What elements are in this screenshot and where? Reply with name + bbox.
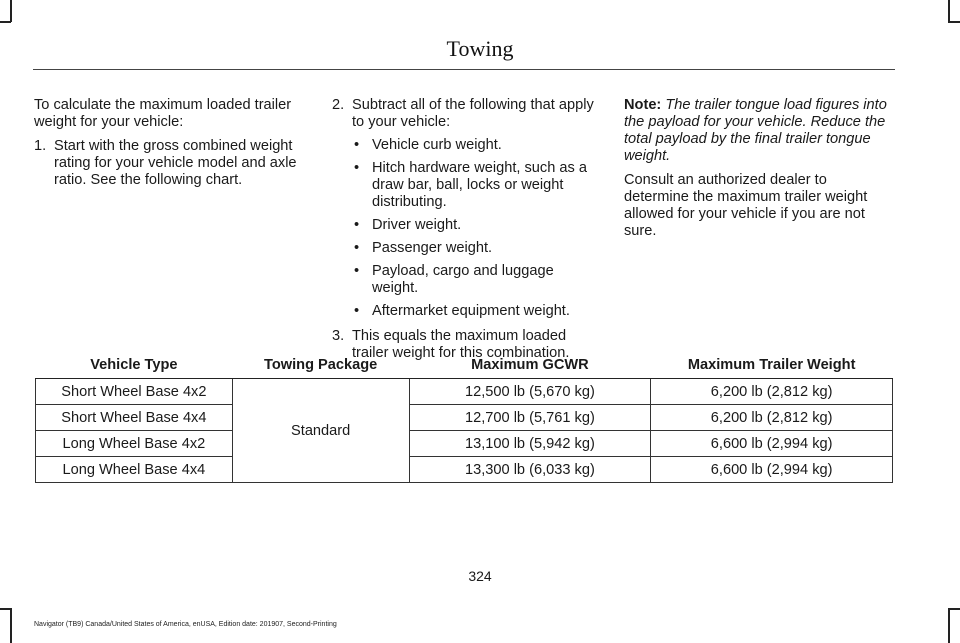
cell-trailer: 6,200 lb (2,812 kg) (651, 405, 893, 431)
step-1-text: Start with the gross combined weight rating for your vehicle model and axle ratio. See the following chart. (54, 138, 297, 188)
cell-gcwr: 12,500 lb (5,670 kg) (409, 379, 651, 405)
step-2 (332, 97, 604, 320)
header-max-gcwr: Maximum GCWR (409, 352, 651, 379)
page-number: 324 (468, 568, 492, 584)
towing-spec-table (35, 352, 893, 483)
list-item: • Aftermarket equipment weight. (354, 303, 570, 319)
cell-trailer: 6,200 lb (2,812 kg) (651, 379, 893, 405)
list-item: • Passenger weight. (354, 240, 493, 256)
step-2-text: Subtract all of the following that apply to your vehicle: (352, 97, 594, 130)
cell-vehicle: Long Wheel Base 4x4 (36, 457, 233, 483)
column-1 (34, 97, 309, 196)
column-3 (624, 97, 890, 247)
bullet-icon: • (354, 263, 360, 279)
note-text: The trailer tongue load figures into the payload for your vehicle. Reduce the total payload by the final trailer tongue weight. (624, 97, 887, 164)
table-row (36, 431, 893, 457)
crop-mark-top-right-v (948, 0, 950, 22)
crop-mark-bottom-left-v (10, 608, 12, 643)
page-title: Towing (446, 36, 514, 61)
bullet-icon: • (354, 137, 360, 153)
note-label: Note: (624, 97, 662, 113)
bullet-icon: • (354, 240, 360, 256)
crop-mark-top-right-h (948, 21, 960, 23)
step-2-number: 2. (332, 97, 345, 113)
crop-mark-bottom-right-h (948, 608, 960, 610)
cell-gcwr: 13,100 lb (5,942 kg) (409, 431, 651, 457)
bullet-icon: • (354, 217, 360, 233)
step-3-number: 3. (332, 328, 345, 344)
list-item: • Payload, cargo and luggage weight. (354, 263, 554, 296)
dealer-paragraph: Consult an authorized dealer to determine the maximum trailer weight allowed for your vehicle if you are not sure. (624, 172, 868, 239)
cell-package: Standard (232, 379, 409, 483)
crop-mark-bottom-right-v (948, 608, 950, 643)
subtract-list (352, 137, 604, 320)
table-header-row (36, 352, 893, 379)
step-1-number: 1. (34, 138, 47, 154)
header-divider (33, 69, 895, 70)
bullet-icon: • (354, 160, 360, 176)
cell-vehicle: Short Wheel Base 4x2 (36, 379, 233, 405)
step-1 (34, 138, 309, 189)
list-item: • Hitch hardware weight, such as a draw bar, ball, locks or weight distributing. (354, 160, 587, 210)
crop-mark-top-left-h (0, 21, 11, 23)
cell-trailer: 6,600 lb (2,994 kg) (651, 457, 893, 483)
column-2 (332, 97, 604, 369)
list-item: • Driver weight. (354, 217, 462, 233)
intro-paragraph: To calculate the maximum loaded trailer weight for your vehicle: (34, 97, 292, 130)
cell-trailer: 6,600 lb (2,994 kg) (651, 431, 893, 457)
crop-mark-bottom-left-h (0, 608, 11, 610)
step-3-text: This equals the maximum loaded trailer weight for this combination. (352, 328, 570, 361)
cell-vehicle: Short Wheel Base 4x4 (36, 405, 233, 431)
header-towing-package: Towing Package (232, 352, 409, 379)
cell-gcwr: 13,300 lb (6,033 kg) (409, 457, 651, 483)
table-row (36, 457, 893, 483)
table-row (36, 405, 893, 431)
table-row (36, 379, 893, 405)
crop-mark-top-left-v (10, 0, 12, 22)
header-max-trailer-weight: Maximum Trailer Weight (651, 352, 893, 379)
cell-vehicle: Long Wheel Base 4x2 (36, 431, 233, 457)
cell-gcwr: 12,700 lb (5,761 kg) (409, 405, 651, 431)
footer-edition: Navigator (TB9) Canada/United States of America, enUSA, Edition date: 201907, Second-Printing (34, 621, 337, 628)
header-vehicle-type: Vehicle Type (36, 352, 233, 379)
list-item: • Vehicle curb weight. (354, 137, 502, 153)
bullet-icon: • (354, 303, 360, 319)
note-paragraph (624, 97, 890, 165)
